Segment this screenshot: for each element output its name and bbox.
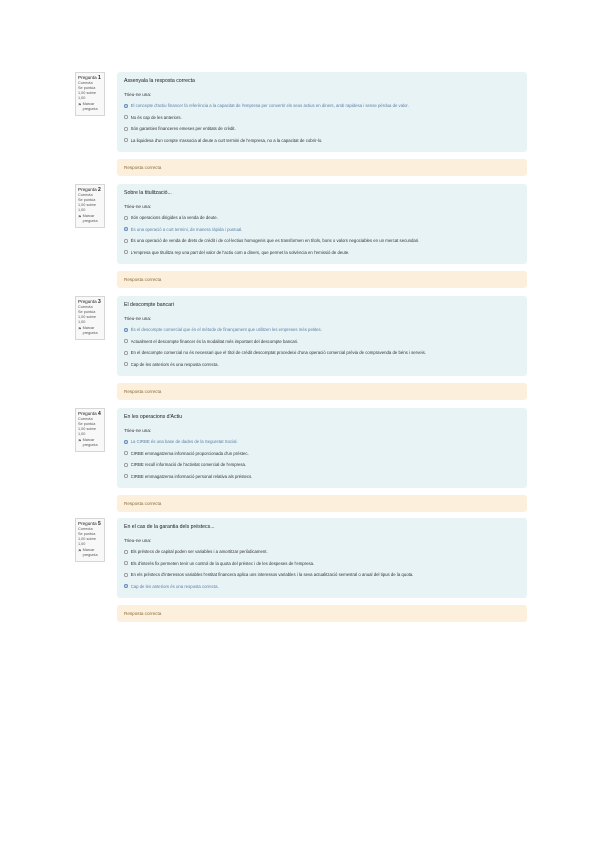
answer-option[interactable] [124, 112, 520, 124]
answer-list [124, 100, 520, 146]
radio-button[interactable] [124, 239, 128, 243]
question-formulation [117, 184, 527, 264]
question-formulation [117, 296, 527, 376]
answer-option[interactable] [124, 336, 520, 348]
question-content [117, 518, 527, 622]
answer-option[interactable] [124, 558, 520, 570]
question-state: Correcta [78, 417, 93, 421]
answer-list [124, 436, 520, 482]
radio-button[interactable] [124, 561, 128, 565]
radio-button[interactable] [124, 339, 128, 343]
answer-option-text: És una operació a curt termini, de manera ràpida i puntual. [130, 226, 243, 232]
feedback-text: Resposta correcta [124, 277, 162, 282]
answer-list [124, 212, 520, 258]
question-info [75, 184, 105, 228]
answer-option-text: CIRBE recull informació de l'activitat comercial de l'empresa. [130, 462, 247, 467]
right-answer-feedback [117, 383, 527, 400]
question-state: Correcta [78, 81, 93, 85]
answer-option-text: En els préstecs d'interessos variables l'entitat financera aplica uns interessos variables i la seva actualització semestral o anual del tipus de la quota. [130, 572, 414, 577]
answer-option[interactable] [124, 471, 520, 483]
radio-button[interactable] [124, 362, 128, 366]
answer-list [124, 546, 520, 592]
question-info [75, 518, 105, 562]
radio-button[interactable] [124, 227, 128, 231]
answer-option[interactable] [124, 448, 520, 460]
answer-option-text: En el descompte comercial no és necessari que el títol de crèdit descomptat procedeixi d'una operació comercial prèvia de compravenda de béns i serveis. [130, 350, 426, 355]
flag-icon: ⚑ [78, 214, 82, 219]
answer-option[interactable] [124, 123, 520, 135]
question-number-label: Pregunta [78, 75, 97, 80]
right-answer-feedback [117, 605, 527, 622]
question-info [75, 72, 105, 116]
question-text: Assenyala la resposta correcta [124, 78, 195, 84]
answer-option-text: Els d'interès fix permeten tenir un control de la quota del préstec i de les despeses de l'empresa. [130, 560, 315, 566]
flag-question-link[interactable] [78, 214, 102, 224]
feedback-text: Resposta correcta [124, 389, 162, 394]
question-state: Correcta [78, 305, 93, 309]
answer-option[interactable] [124, 347, 520, 359]
answer-option-text: La CIRBE és una base de dades de la Seguretat Social. [130, 439, 238, 444]
answer-option-text: La liquidesa d'un compte s'associa al deute a curt termini de l'empresa, no a la capacitat de cobrir-lo. [130, 137, 323, 143]
question-state: Correcta [78, 527, 93, 531]
question-number-value: 1 [97, 75, 101, 81]
question-formulation [117, 72, 527, 152]
question-content [117, 408, 527, 512]
radio-button[interactable] [124, 127, 128, 131]
question-text: En les operacions d'Actiu [124, 414, 183, 420]
radio-button[interactable] [124, 440, 128, 444]
radio-button[interactable] [124, 351, 128, 355]
question-text: En el cas de la garantia dels préstecs... [124, 524, 215, 530]
radio-button[interactable] [124, 250, 128, 254]
radio-button[interactable] [124, 451, 128, 455]
answer-option[interactable] [124, 235, 520, 247]
question-grade: Se puntúa 1,00 sobre 1,00 [78, 422, 96, 436]
answer-prompt: Trieu-ne una: [124, 204, 152, 209]
answer-option-text: CIRBE emmagatzema informació proporcionada d'un préstec. [130, 450, 249, 456]
flag-icon: ⚑ [78, 102, 82, 107]
question-content [117, 296, 527, 400]
answer-option-text: El concepte d'actiu financer fa referència a la capacitat de l'empresa per convertir els seus actius en diners, amb rapidesa i sense pèrdua de valor. [130, 103, 409, 108]
question-grade: Se puntúa 1,00 sobre 1,00 [78, 310, 96, 324]
question-grade: Se puntúa 1,00 sobre 1,00 [78, 198, 96, 212]
radio-button[interactable] [124, 463, 128, 467]
radio-button[interactable] [124, 550, 128, 554]
answer-option[interactable] [124, 212, 520, 224]
flag-question-label: Marcar pregunta [82, 214, 98, 223]
answer-option-text: Cap de les anteriors és una resposta correcta. [130, 361, 219, 367]
radio-button[interactable] [124, 115, 128, 119]
answer-option[interactable] [124, 100, 520, 112]
question-text: El descompte bancari [124, 302, 174, 308]
flag-question-link[interactable] [78, 102, 102, 112]
flag-question-label: Marcar pregunta [82, 548, 98, 557]
answer-option-text: Són operacions dirigides a la venda de deute. [130, 215, 218, 220]
flag-question-label: Marcar pregunta [82, 326, 98, 335]
feedback-text: Resposta correcta [124, 501, 162, 506]
right-answer-feedback [117, 159, 527, 176]
flag-question-label: Marcar pregunta [82, 438, 98, 447]
answer-option[interactable] [124, 324, 520, 336]
flag-icon: ⚑ [78, 326, 82, 331]
question-number-value: 5 [97, 521, 101, 527]
question-formulation [117, 408, 527, 488]
answer-option-text: Són garanties financeres emeses per entitats de crèdit. [130, 126, 236, 131]
radio-button[interactable] [124, 474, 128, 478]
answer-option[interactable] [124, 359, 520, 371]
question-number-value: 3 [97, 299, 101, 305]
question-info [75, 408, 105, 452]
feedback-text: Resposta correcta [124, 165, 162, 170]
flag-question-link[interactable] [78, 438, 102, 448]
question-number-label: Pregunta [78, 299, 97, 304]
answer-option-text: L'empresa que titulitza rep una part del valor de l'actiu com a diners, que permet la solvència en l'emissió de deute. [130, 249, 350, 255]
question-number-label: Pregunta [78, 521, 97, 526]
flag-question-label: Marcar pregunta [82, 102, 98, 111]
answer-option[interactable] [124, 546, 520, 558]
answer-option-text: Els préstecs de capital poden ser variables i a amortitzar periòdicament. [130, 549, 268, 554]
question-number-value: 4 [97, 411, 101, 417]
answer-prompt: Trieu-ne una: [124, 428, 152, 433]
answer-option-text: Cap de les anteriors és una resposta correcta. [130, 583, 219, 589]
answer-option[interactable] [124, 224, 520, 236]
question-state: Correcta [78, 193, 93, 197]
question-content [117, 184, 527, 288]
radio-button[interactable] [124, 584, 128, 588]
right-answer-feedback [117, 271, 527, 288]
radio-button[interactable] [124, 138, 128, 142]
answer-option-text: No és cap de les anteriors. [130, 114, 182, 120]
answer-option[interactable] [124, 135, 520, 147]
answer-option[interactable] [124, 247, 520, 259]
answer-option[interactable] [124, 459, 520, 471]
question-number-label: Pregunta [78, 411, 97, 416]
answer-option-text: Actualment el descompte financer és la modalitat més important del descompte bancari. [130, 338, 299, 344]
question-content [117, 72, 527, 176]
flag-icon: ⚑ [78, 548, 82, 553]
answer-option[interactable] [124, 581, 520, 593]
radio-button[interactable] [124, 104, 128, 108]
question-grade: Se puntúa 1,00 sobre 1,00 [78, 532, 96, 546]
right-answer-feedback [117, 495, 527, 512]
answer-prompt: Trieu-ne una: [124, 316, 152, 321]
radio-button[interactable] [124, 328, 128, 332]
answer-option[interactable] [124, 569, 520, 581]
flag-icon: ⚑ [78, 438, 82, 443]
answer-prompt: Trieu-ne una: [124, 538, 152, 543]
feedback-text: Resposta correcta [124, 611, 162, 616]
flag-question-link[interactable] [78, 548, 102, 558]
question-text: Sobre la titulització... [124, 190, 172, 196]
answer-prompt: Trieu-ne una: [124, 92, 152, 97]
answer-option-text: És el descompte comercial que és el mètode de finançament que utilitzen les empreses més petites. [130, 327, 322, 332]
question-formulation [117, 518, 527, 598]
answer-list [124, 324, 520, 370]
radio-button[interactable] [124, 573, 128, 577]
answer-option-text: És una operació de venda de drets de crèdit i de col·lectius homogenis que es transformen en títols, bons o valors negociables en un mercat secundari. [130, 238, 420, 243]
question-grade: Se puntúa 1,00 sobre 1,00 [78, 86, 96, 100]
flag-question-link[interactable] [78, 326, 102, 336]
question-info [75, 296, 105, 340]
question-number-label: Pregunta [78, 187, 97, 192]
answer-option-text: CIRBE emmagatzema informació personal relativa als préstecs. [130, 473, 253, 479]
answer-option[interactable] [124, 436, 520, 448]
radio-button[interactable] [124, 216, 128, 220]
question-number-value: 2 [97, 187, 101, 193]
